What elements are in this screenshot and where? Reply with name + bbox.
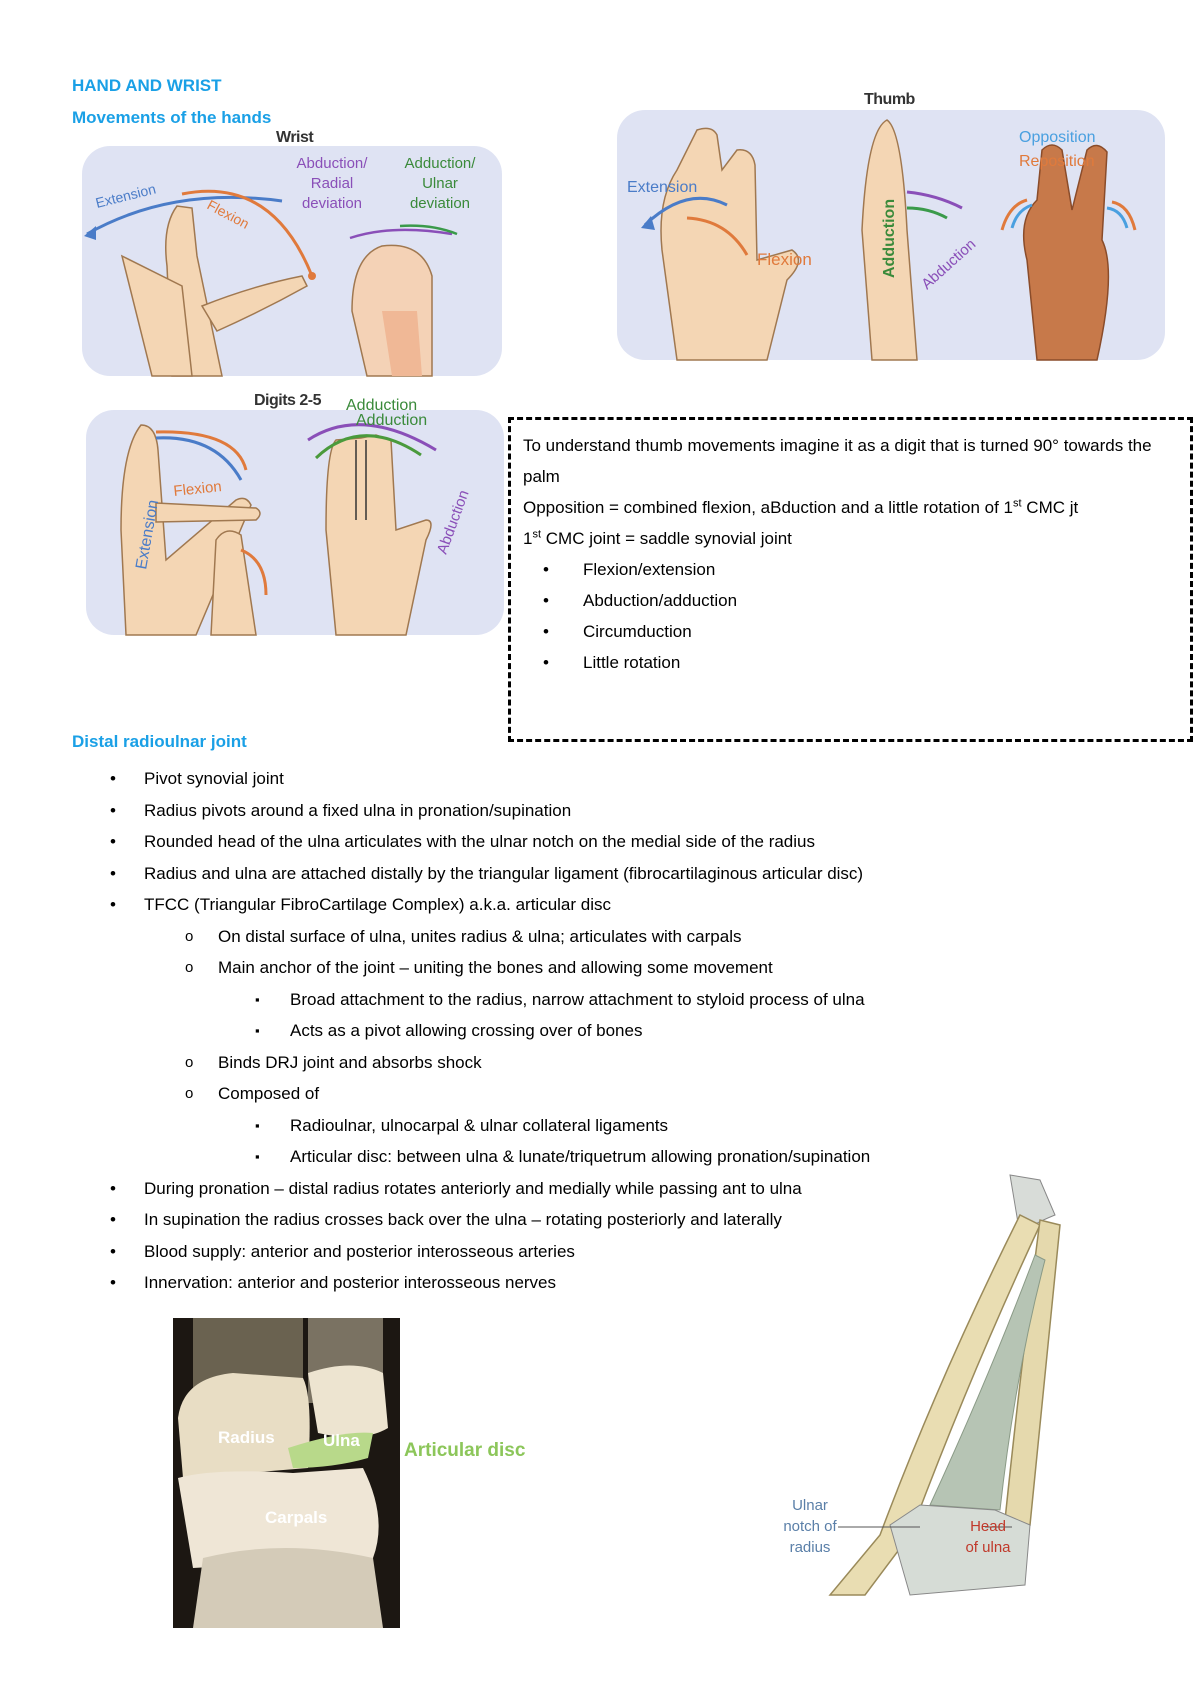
list-item: • Pivot synovial joint [72, 763, 1182, 795]
thumb-opposition-label: Opposition [1019, 129, 1096, 146]
wrist-hand-flexed [202, 276, 307, 331]
thumb-reposition-label: Reposition [1019, 153, 1095, 170]
thumb-extension-label: Extension [627, 179, 698, 196]
radius-bone [178, 1373, 310, 1478]
ulnar-notch-line2: notch of [783, 1518, 837, 1535]
digits-hand-palm [326, 435, 431, 635]
wrist-flexion-label: Flexion [204, 196, 252, 232]
list-item: o Composed of [72, 1078, 1182, 1110]
thumb-reposition-arrow-left [1002, 200, 1027, 230]
digits-panel-title: Digits 2-5 [254, 392, 322, 409]
wrist-extension-label: Extension [93, 180, 158, 211]
head-of-ulna-line1: Head [970, 1518, 1006, 1535]
druj-heading: Distal radioulnar joint [72, 732, 247, 751]
thumb-adduction-label: Adduction [881, 198, 898, 278]
list-item: • Flexion/extension [583, 554, 1178, 585]
list-item: • Blood supply: anterior and posterior interosseous arteries [72, 1236, 1182, 1268]
list-item: o Main anchor of the joint – uniting the bones and allowing some movement [72, 952, 1182, 984]
thumb-note-opposition: Opposition = combined flexion, aBduction and a little rotation of 1st CMC jt [523, 497, 1079, 517]
thumb-opposition-arrow-right [1107, 208, 1127, 228]
list-item: • Circumduction [583, 616, 1178, 647]
list-item: • In supination the radius crosses back over the ulna – rotating posteriorly and laterally [72, 1204, 1182, 1236]
ulnar-notch-line1: Ulnar [792, 1497, 828, 1514]
wrist-flexion-arrow [182, 191, 312, 276]
thumb-illustration [617, 110, 1165, 360]
wrist-adduction-line3: deviation [409, 195, 471, 212]
list-item: • Rounded head of the ulna articulates with the ulnar notch on the medial side of the radius [72, 826, 1182, 858]
digits-abduction-label: Abduction [433, 487, 473, 557]
wrist-panel [82, 146, 502, 376]
page-title: HAND AND WRIST [72, 76, 222, 95]
thumb-panel-title: Thumb [864, 91, 915, 108]
wrist-adduction-line2: Ulnar [422, 175, 458, 192]
list-item: • TFCC (Triangular FibroCartilage Complex) a.k.a. articular disc [72, 889, 1182, 921]
digits-hand-fist [211, 531, 256, 635]
thumb-note-box [508, 417, 1193, 742]
list-item: • Abduction/adduction [583, 585, 1178, 616]
wrist-illustration [82, 146, 502, 376]
digits-flexion-label: Flexion [172, 478, 223, 500]
list-item: • Radius and ulna are attached distally by the triangular ligament (fibrocartilaginous articular disc) [72, 858, 1182, 890]
list-item: ▪ Radioulnar, ulnocarpal & ulnar collateral ligaments [72, 1110, 1182, 1142]
forearm-bones-drawing [783, 1175, 1190, 1615]
wrist-panel-title: Wrist [276, 129, 314, 146]
photo-ulna-label: Ulna [323, 1431, 360, 1450]
ulna-bone [308, 1366, 388, 1438]
digits-extension-label: Extension [133, 498, 163, 571]
thumb-hand-left [661, 128, 798, 360]
list-item: • During pronation – distal radius rotates anteriorly and medially while passing ant to ulna [72, 1173, 1182, 1205]
digits-adduction-label: Adduction [346, 397, 418, 414]
wrist-deviation-arrow-purple [350, 230, 452, 238]
digits-adduction-title: Adduction [356, 412, 428, 429]
thumb-abduction-arrow [907, 192, 962, 208]
thumb-panel [617, 110, 1165, 360]
wrist-abduction-line3: deviation [301, 195, 363, 212]
wrist-joint-photo-drawing [173, 1318, 400, 1628]
thumb-note-cmc: 1st CMC joint = saddle synovial joint [523, 528, 792, 548]
wrist-extension-arrowhead [84, 226, 96, 240]
list-item: ▪ Broad attachment to the radius, narrow attachment to styloid process of ulna [72, 984, 1182, 1016]
wrist-abduction-line1: Abduction/ [296, 155, 368, 172]
thumb-hand-right [1024, 145, 1109, 360]
list-item: ▪ Articular disc: between ulna & lunate/triquetrum allowing pronation/supination [72, 1141, 1182, 1173]
photo-articular-disc-label: Articular disc [404, 1440, 526, 1461]
wrist-adduction-line1: Adduction/ [404, 155, 476, 172]
wrist-joint-photo [173, 1318, 400, 1628]
list-item: • Radius pivots around a fixed ulna in pronation/supination [72, 795, 1182, 827]
thumb-flexion-label: Flexion [757, 250, 812, 269]
list-item: o On distal surface of ulna, unites radius & ulna; articulates with carpals [72, 921, 1182, 953]
thumb-abduction-label: Abduction [918, 235, 980, 293]
list-item: • Innervation: anterior and posterior interosseous nerves [72, 1267, 1182, 1299]
thumb-reposition-arrow-right [1112, 202, 1135, 230]
list-item: ▪ Acts as a pivot allowing crossing over of bones [72, 1015, 1182, 1047]
thumb-adduction-arrow [907, 208, 947, 218]
photo-radius-label: Radius [218, 1428, 275, 1447]
head-of-ulna-line2: of ulna [965, 1539, 1011, 1556]
photo-carpals-label: Carpals [265, 1508, 328, 1527]
list-item: o Binds DRJ joint and absorbs shock [72, 1047, 1182, 1079]
wrist-abduction-line2: Radial [310, 175, 354, 192]
list-item: • Little rotation [583, 647, 1178, 678]
thumb-note-line1: To understand thumb movements imagine it as a digit that is turned 90° towards the palm [523, 436, 1152, 486]
ulnar-notch-line3: radius [789, 1539, 831, 1556]
movements-heading: Movements of the hands [72, 108, 272, 127]
forearm-bones-illustration [783, 1175, 1190, 1615]
metacarpals [193, 1548, 383, 1628]
cmc-movement-list [523, 554, 1178, 678]
wrist-flexion-dot [308, 272, 316, 280]
